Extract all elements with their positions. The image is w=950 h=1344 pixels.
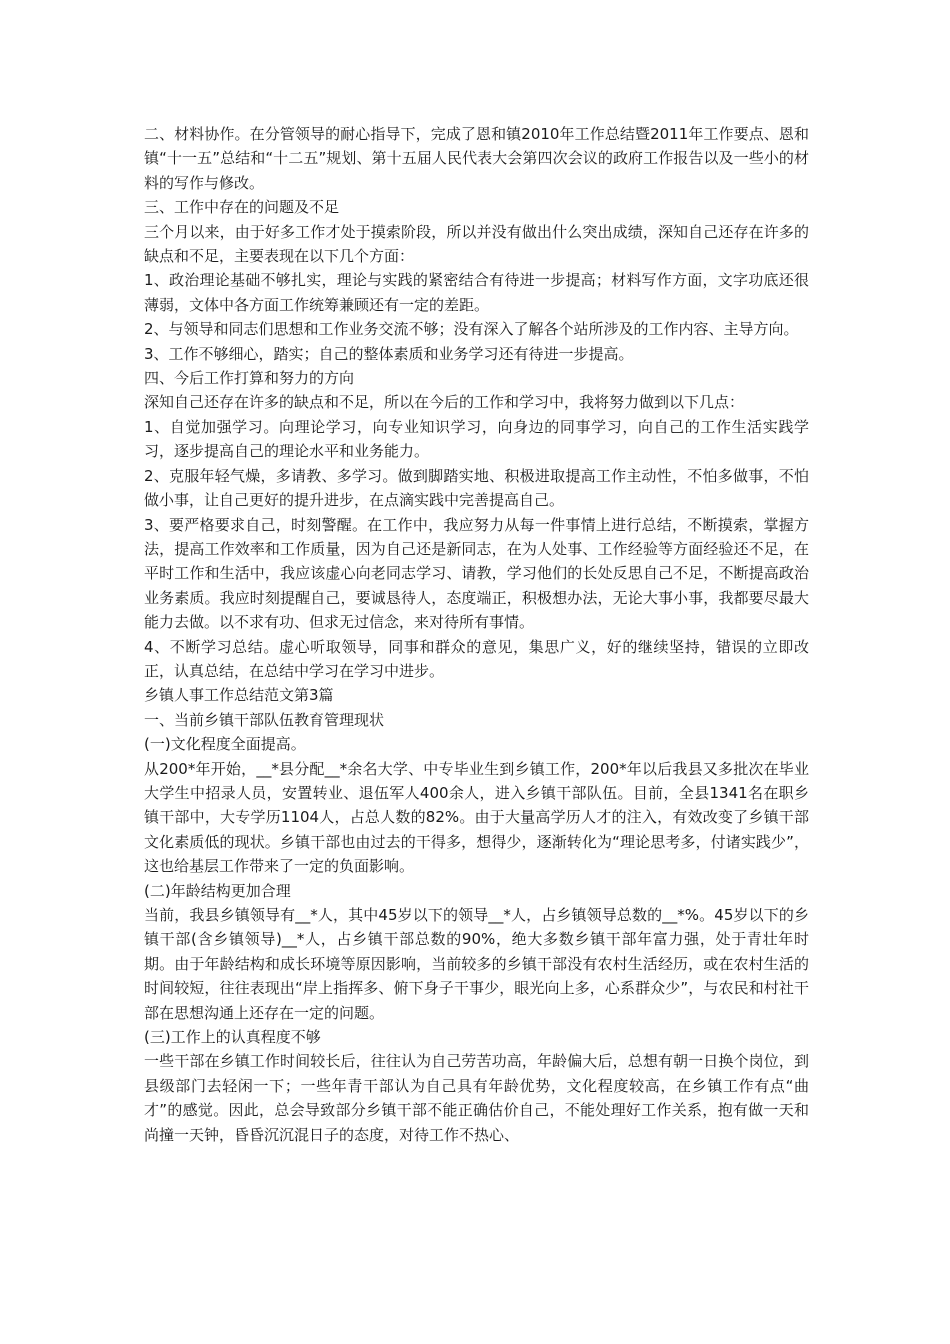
list-item: 3、要严格要求自己，时刻警醒。在工作中，我应努力从每一件事情上进行总结，不断摸索，掌握方法，提高工作效率和工作质量，因为自己还是新同志，在为人处事、工作经验等方面经验还不足，在平时工作和生活中，我应该虚心向老同志学习、请教，学习他们的长处反思自己不足，不断提高政治业务素质。我应时刻提醒自己，要诚恳待人，态度端正，积极想办法，无论大事小事，我都要尽最大能力去做。以不求有功、但求无过信念，来对待所有事情。 (144, 515, 809, 632)
subsection-heading: (二)年龄结构更加合理 (144, 881, 291, 900)
paragraph: 从200*年开始，__*县分配__*余名大学、中专毕业生到乡镇工作，200*年以后我县又多批次在毕业大学生中招录人员，安置转业、退伍军人400余人，进入乡镇干部队伍。目前，全县1341名在职乡镇干部中，大专学历1104人，占总人数的82%。由于大量高学历人才的注入，有效改变了乡镇干部文化素质低的现状。乡镇干部也由过去的干得多，想得少，逐渐转化为“理论思考多，付诸实践少”，这也给基层工作带来了一定的负面影响。 (144, 759, 809, 876)
section-heading: 四、今后工作打算和努力的方向 (144, 369, 355, 388)
list-item: 1、自觉加强学习。向理论学习，向专业知识学习，向身边的同事学习，向自己的工作生活实践学习，逐步提高自己的理论水平和业务能力。 (144, 417, 809, 461)
paragraph: 当前，我县乡镇领导有__*人，其中45岁以下的领导__*人，占乡镇领导总数的__*%。45岁以下的乡镇干部(含乡镇领导)__*人，占乡镇干部总数的90%，绝大多数乡镇干部年富力强，处于青壮年时期。由于年龄结构和成长环境等原因影响，当前较多的乡镇干部没有农村生活经历，或在农村生活的时间较短，往往表现出“岸上指挥多、俯下身子干事少，眼光向上多，心系群众少”，与农民和村社干部在思想沟通上还存在一定的问题。 (144, 906, 809, 1022)
list-item: 2、与领导和同志们思想和工作业务交流不够；没有深入了解各个站所涉及的工作内容、主导方向。 (144, 320, 799, 339)
list-item: 4、不断学习总结。虚心听取领导，同事和群众的意见，集思广义，好的继续坚持，错误的立即改正，认真总结，在总结中学习在学习中进步。 (144, 637, 809, 680)
paragraph: 深知自己还存在许多的缺点和不足，所以在今后的工作和学习中，我将努力做到以下几点： (144, 393, 745, 412)
section-heading: 三、工作中存在的问题及不足 (144, 198, 340, 217)
document-page (144, 122, 809, 1147)
paragraph: 一些干部在乡镇工作时间较长后，往往认为自己劳苦功高，年龄偏大后，总想有朝一日换个岗位，到县级部门去轻闲一下；一些年青干部认为自己具有年龄优势，文化程度较高，在乡镇工作有点“曲才”的感觉。因此，总会导致部分乡镇干部不能正确估价自己，不能处理好工作关系，抱有做一天和尚撞一天钟，昏昏沉沉混日子的态度，对待工作不热心、 (144, 1052, 809, 1144)
subsection-heading: (一)文化程度全面提高。 (144, 735, 306, 754)
list-item: 2、克服年轻气燥，多请教、多学习。做到脚踏实地、积极进取提高工作主动性，不怕多做事，不怕做小事，让自己更好的提升进步，在点滴实践中完善提高自己。 (144, 466, 809, 510)
paragraph: 二、材料协作。在分管领导的耐心指导下，完成了恩和镇2010年工作总结暨2011年工作要点、恩和镇“十一五”总结和“十二五”规划、第十五届人民代表大会第四次会议的政府工作报告以及一些小的材料的写作与修改。 (144, 125, 809, 192)
section-heading: 一、当前乡镇干部队伍教育管理现状 (144, 710, 385, 729)
list-item: 3、工作不够细心，踏实；自己的整体素质和业务学习还有待进一步提高。 (144, 344, 634, 363)
article-title: 乡镇人事工作总结范文第3篇 (144, 686, 334, 705)
paragraph: 三个月以来，由于好多工作才处于摸索阶段，所以并没有做出什么突出成绩，深知自己还存在许多的缺点和不足，主要表现在以下几个方面： (144, 222, 809, 266)
list-item: 1、政治理论基础不够扎实，理论与实践的紧密结合有待进一步提高；材料写作方面，文字功底还很薄弱，文体中各方面工作统筹兼顾还有一定的差距。 (144, 271, 809, 314)
subsection-heading: (三)工作上的认真程度不够 (144, 1028, 321, 1047)
